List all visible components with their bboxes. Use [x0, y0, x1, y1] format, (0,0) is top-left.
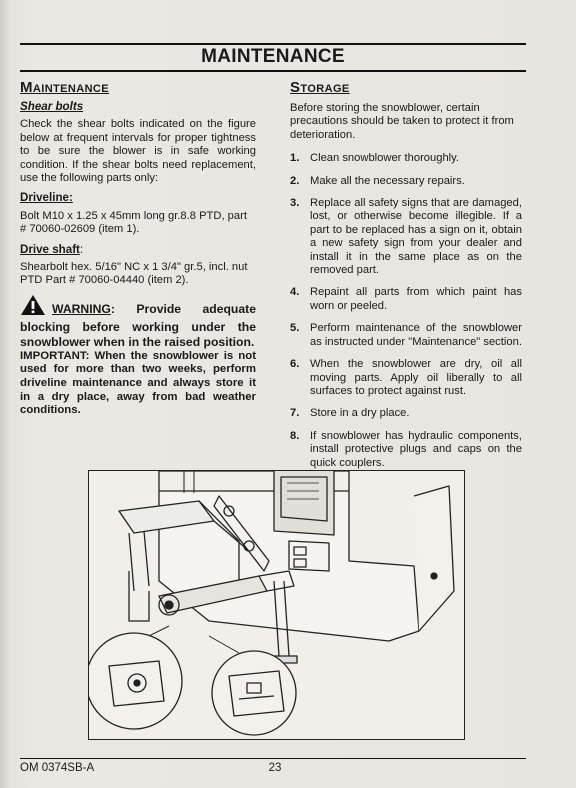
- footer-rule: [20, 758, 526, 759]
- snowblower-figure: [88, 470, 465, 740]
- storage-heading: Storage: [290, 79, 350, 96]
- important-note: IMPORTANT: When the snowblower is not used for more than two weeks, perform driveline maintenance and always store it in a dry place, away from bad weather conditions.: [20, 349, 256, 417]
- storage-column: [290, 102, 522, 479]
- maintenance-column: [20, 100, 256, 418]
- storage-intro: Before storing the snowblower, certain precautions should be taken to protect it from deterioration.: [290, 102, 514, 141]
- list-item: [290, 286, 522, 313]
- shear-bolts-text: Check the shear bolts indicated on the figure below at frequent intervals for proper tightness to be sure the blower is in safe working condition. If the shear bolts need replacement, use the following parts only:: [20, 118, 256, 185]
- step-number: 7.: [290, 407, 300, 420]
- storage-steps: [290, 152, 522, 470]
- warning-block: [20, 294, 256, 350]
- shear-bolts-heading: Shear bolts: [20, 100, 84, 113]
- step-text: Repaint all parts from which paint has worn or peeled.: [310, 286, 522, 312]
- step-text: Store in a dry place.: [310, 407, 410, 420]
- step-text: Perform maintenance of the snowblower as instructed under "Maintenance" section.: [310, 322, 522, 348]
- snowblower-line-drawing: [89, 471, 464, 739]
- list-item: [290, 152, 522, 165]
- list-item: [290, 175, 522, 188]
- driveline-text: Bolt M10 x 1.25 x 45mm long gr.8.8 PTD, part # 70060-02609 (item 1).: [20, 209, 247, 236]
- top-rule: [20, 43, 526, 45]
- driveline-colon: :: [68, 191, 73, 205]
- warning-label: WARNING: [52, 301, 111, 316]
- driveline-label: Driveline: [20, 191, 69, 205]
- step-number: 2.: [290, 174, 300, 187]
- page-number: 23: [268, 762, 282, 774]
- step-text: Make all the necessary repairs.: [310, 174, 465, 187]
- step-number: 4.: [290, 286, 300, 299]
- driveline-heading: [20, 191, 256, 204]
- step-text: If snowblower has hydraulic components, install protective plugs and caps on the quick couplers.: [310, 429, 522, 469]
- maintenance-heading: Maintenance: [20, 79, 110, 96]
- drive-shaft-heading: [20, 243, 256, 256]
- warning-triangle-icon: [20, 294, 46, 320]
- list-item: [290, 358, 522, 398]
- list-item: [290, 322, 522, 349]
- step-number: 5.: [290, 322, 300, 335]
- drive-shaft-label: Drive shaft: [20, 242, 80, 256]
- step-text: Replace all safety signs that are damaged, lost, or otherwise become illegible. If a part to be replaced has a sign on it, obtain a new safety sign from your dealer and install it in the same place as on the removed part.: [310, 197, 522, 277]
- drive-shaft-colon: :: [79, 242, 84, 256]
- step-number: 8.: [290, 429, 300, 442]
- warning-text: : Provide adequate blocking before working under the snowblower when in the raised position.: [20, 301, 256, 349]
- step-number: 6.: [290, 358, 300, 371]
- list-item: [290, 197, 522, 277]
- page-title: MAINTENANCE: [201, 46, 345, 67]
- doc-code: OM 0374SB-A: [20, 762, 95, 774]
- list-item: [290, 430, 522, 470]
- drive-shaft-text: Shearbolt hex. 5/16" NC x 1 3/4" gr.5, incl. nut PTD Part # 70060-04440 (item 2).: [20, 261, 248, 287]
- list-item: [290, 407, 522, 420]
- step-text: When the snowblower are dry, oil all moving parts. Apply oil liberally to all surfaces to protect against rust.: [310, 358, 522, 397]
- step-number: 1.: [290, 152, 300, 165]
- step-number: 3.: [290, 197, 300, 210]
- step-text: Clean snowblower thoroughly.: [310, 152, 460, 165]
- title-rule: [20, 70, 526, 72]
